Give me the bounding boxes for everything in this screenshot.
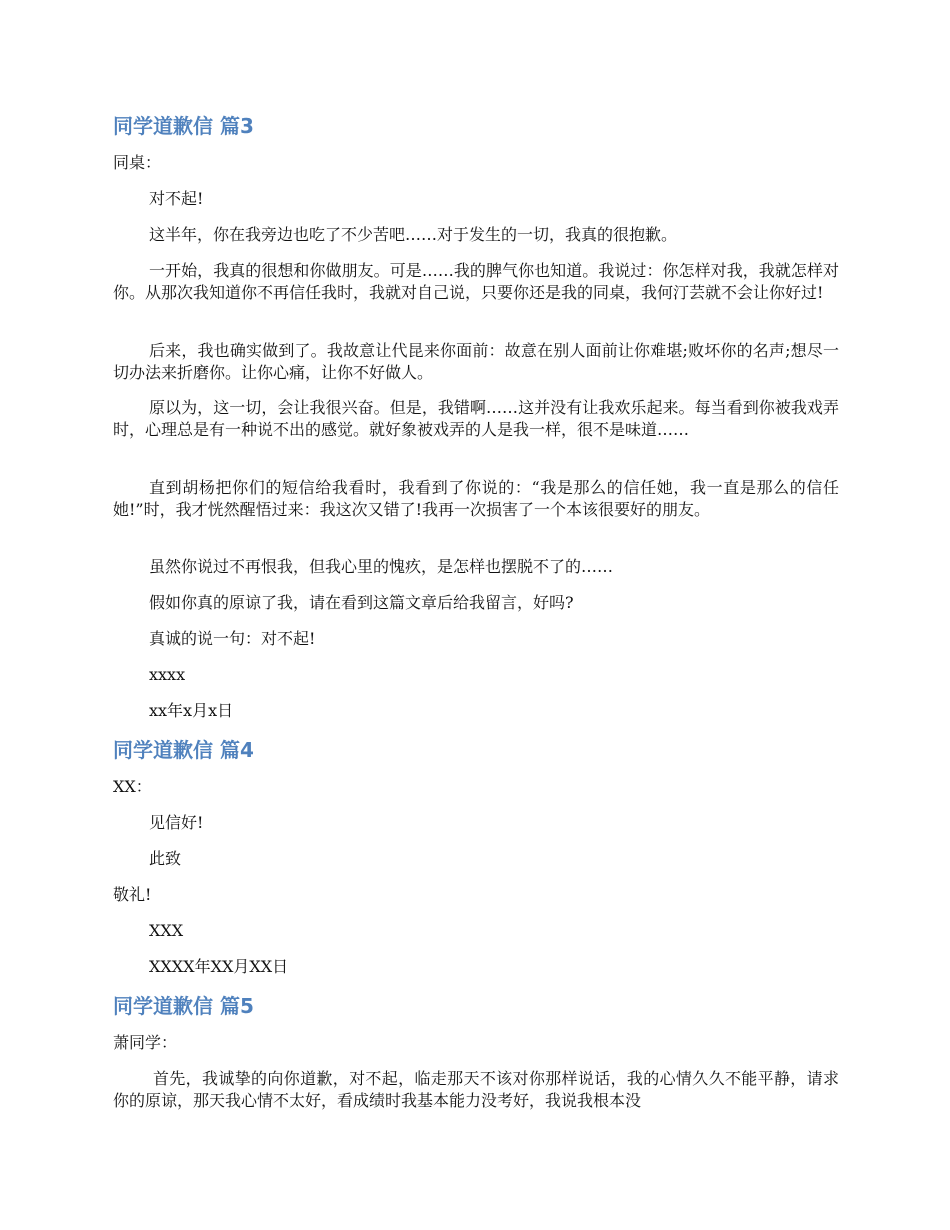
closing-4: 此致 <box>149 849 182 868</box>
date-3: xx年x月x日 <box>149 701 234 720</box>
paragraph: 一开始，我真的很想和你做朋友。可是……我的脾气你也知道。我说过：你怎样对我，我就怎样对你。从那次我知道你不再信任我时，我就对自己说，只要你还是我的同桌，我何汀芸就不会让你好过! <box>113 261 839 302</box>
signature-4: XXX <box>149 921 184 940</box>
section-heading-4: 同学道歉信 篇4 <box>113 738 254 762</box>
paragraph: 这半年，你在我旁边也吃了不少苦吧……对于发生的一切，我真的很抱歉。 <box>149 225 678 244</box>
paragraph: 虽然你说过不再恨我，但我心里的愧疚，是怎样也摆脱不了的…… <box>149 557 614 576</box>
section-heading-3: 同学道歉信 篇3 <box>113 114 254 138</box>
salutation-5: 萧同学： <box>113 1033 178 1052</box>
section-heading-5: 同学道歉信 篇5 <box>113 994 254 1018</box>
paragraph: 原以为，这一切，会让我很兴奋。但是，我错啊……这并没有让我欢乐起来。每当看到你被我戏弄时，心理总是有一种说不出的感觉。就好象被戏弄的人是我一样，很不是味道…… <box>113 398 839 439</box>
signature-3: xxxx <box>149 665 186 684</box>
paragraph: 后来，我也确实做到了。我故意让代昆来你面前：故意在别人面前让你难堪;败坏你的名声;想尽一切办法来折磨你。让你心痛，让你不好做人。 <box>113 341 839 382</box>
paragraph: 直到胡杨把你们的短信给我看时，我看到了你说的：“我是那么的信任她，我一直是那么的信任她!”时，我才恍然醒悟过来：我这次又错了!我再一次损害了一个本该很要好的朋友。 <box>113 478 839 519</box>
paragraph: 真诚的说一句：对不起! <box>149 629 316 648</box>
paragraph: 对不起! <box>149 189 204 208</box>
date-4: XXXX年XX月XX日 <box>149 957 289 976</box>
regards-4: 敬礼! <box>113 885 152 904</box>
salutation-3: 同桌： <box>113 153 162 172</box>
salutation-4: XX： <box>113 777 152 796</box>
paragraph: 首先，我诚挚的向你道歉，对不起，临走那天不该对你那样说话，我的心情久久不能平静，请求你的原谅，那天我心情不太好，看成绩时我基本能力没考好，我说我根本没 <box>113 1069 839 1110</box>
greeting-4: 见信好! <box>149 813 204 832</box>
paragraph: 假如你真的原谅了我，请在看到这篇文章后给我留言，好吗? <box>149 593 574 612</box>
